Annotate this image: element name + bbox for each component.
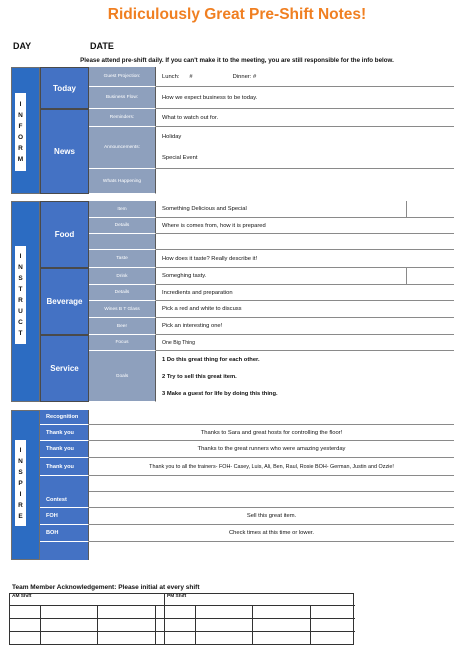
drink-value: Someghing tasty. (156, 268, 454, 285)
label-foh: FOH (40, 508, 89, 525)
announcement-item: Holiday (162, 134, 182, 141)
initial-cell[interactable] (156, 632, 165, 644)
inform-vertical-label: I N F O R M (15, 93, 26, 171)
initial-cell[interactable] (196, 619, 253, 632)
label-guest-projection: Guest Projection: (89, 67, 156, 87)
inspire-vertical-label: I N S P I R E (15, 440, 26, 526)
label-blank (40, 542, 89, 560)
page-title: Ridiculously Great Pre-Shift Notes! (107, 6, 367, 23)
date-label: DATE (90, 41, 114, 51)
label-announcements: Announcements: (89, 127, 156, 169)
initial-cell[interactable] (10, 619, 41, 632)
label-boh: BOH (40, 525, 89, 542)
category-beverage: Beverage (40, 268, 89, 335)
label-food-details: Details (89, 218, 156, 234)
label-item: Item (89, 201, 156, 218)
guest-projection-cell (156, 67, 454, 87)
business-flow-value: How we expect business to be today. (156, 87, 454, 109)
lunch-value: # (189, 73, 193, 80)
label-thank-you: Thank you (40, 458, 89, 476)
goals-cell (156, 351, 454, 402)
initial-cell[interactable] (311, 606, 355, 619)
initial-cell[interactable] (156, 606, 165, 619)
initial-cell[interactable] (165, 619, 196, 632)
foh-value: Sell this great item. (89, 508, 454, 525)
food-details-value: Where is comes from, how it is prepared (156, 218, 454, 234)
label-food-blank (89, 234, 156, 250)
label-focus: Focus (89, 335, 156, 351)
label-blank (40, 476, 89, 492)
category-food: Food (40, 201, 89, 268)
thank-you-value: Thanks to the great runners who were amazing yesterday (89, 441, 454, 458)
label-beer: Beer (89, 318, 156, 335)
boh-value: Check times at this time or lower. (89, 525, 454, 542)
initial-cell[interactable] (41, 606, 98, 619)
initial-cell[interactable] (98, 606, 156, 619)
column-divider (406, 268, 407, 285)
announcement-item: Special Event (162, 154, 198, 161)
label-thank-you: Thank you (40, 425, 89, 441)
goal-item: 1 Do this great thing for each other. (162, 356, 260, 363)
acknowledgement-heading: Team Member Acknowledgement: Please initial at every shift (12, 584, 200, 591)
initial-cell[interactable] (311, 632, 355, 644)
reminders-value: What to watch out for. (156, 109, 454, 127)
initial-cell[interactable] (41, 632, 98, 644)
label-contest: Contest (40, 492, 89, 508)
whats-happening-value (156, 169, 454, 194)
attendance-note: Please attend pre-shift daily. If you can't make it to the meeting, you are still responsible for the info below. (80, 57, 394, 64)
label-wines: Wines B T Glass (89, 301, 156, 318)
initial-cell[interactable] (165, 632, 196, 644)
blank-row (89, 542, 454, 560)
initial-cell[interactable] (165, 606, 196, 619)
goal-item: 3 Make a guest for life by doing this thing. (162, 390, 278, 397)
initial-cell[interactable] (10, 606, 41, 619)
goal-item: 2 Try to sell this great item. (162, 373, 237, 380)
pm-shift-header: PM Shift (165, 594, 355, 606)
category-today: Today (40, 67, 89, 109)
initial-cell[interactable] (10, 632, 41, 644)
initial-cell[interactable] (253, 606, 311, 619)
announcements-cell (156, 127, 454, 169)
initial-cell[interactable] (41, 619, 98, 632)
label-goals: Goals (89, 351, 156, 402)
initial-cell[interactable] (98, 619, 156, 632)
initial-cell[interactable] (196, 632, 253, 644)
acknowledgement-table (9, 593, 354, 645)
food-blank-value (156, 234, 454, 250)
initial-cell[interactable] (156, 619, 165, 632)
focus-value: One Big Thing (156, 335, 454, 351)
initial-cell[interactable] (196, 606, 253, 619)
thank-you-value: Thanks to Sara and great hosts for controlling the floor! (89, 425, 454, 441)
day-label: DAY (13, 41, 32, 51)
label-drink: Drink (89, 268, 156, 285)
thank-you-value: Thank you to all the trainers- FOH- Casey, Luis, Ali, Ben, Raul, Rosie BOH- German, Justin and Ozzie! (89, 458, 454, 476)
am-shift-header: AM Shift (10, 594, 165, 606)
column-divider (406, 201, 407, 218)
wines-value: Pick a red and white to discuss (156, 301, 454, 318)
label-recognition: Recognition (40, 410, 89, 425)
recognition-value (89, 410, 454, 425)
category-service: Service (40, 335, 89, 402)
contest-value (89, 492, 454, 508)
initial-cell[interactable] (311, 619, 355, 632)
label-taste: Taste (89, 250, 156, 268)
label-reminders: Reminders: (89, 109, 156, 127)
food-item-value: Something Delicious and Special (156, 201, 454, 218)
beer-value: Pick an interesting one! (156, 318, 454, 335)
blank-row (89, 476, 454, 492)
lunch-label: Lunch: (162, 73, 180, 80)
initial-cell[interactable] (98, 632, 156, 644)
initial-cell[interactable] (253, 619, 311, 632)
label-thank-you: Thank you (40, 441, 89, 458)
label-business-flow: Business Flow: (89, 87, 156, 109)
category-news: News (40, 109, 89, 194)
instruct-vertical-label: I N S T R U C T (15, 246, 26, 344)
initial-cell[interactable] (253, 632, 311, 644)
label-bev-details: Details (89, 285, 156, 301)
label-whats-happening: Whats Happening (89, 169, 156, 194)
dinner-label: Dinner: # (232, 73, 257, 80)
taste-value: How does it taste? Really describe it! (156, 250, 454, 268)
bev-details-value: Incredients and preparation (156, 285, 454, 301)
